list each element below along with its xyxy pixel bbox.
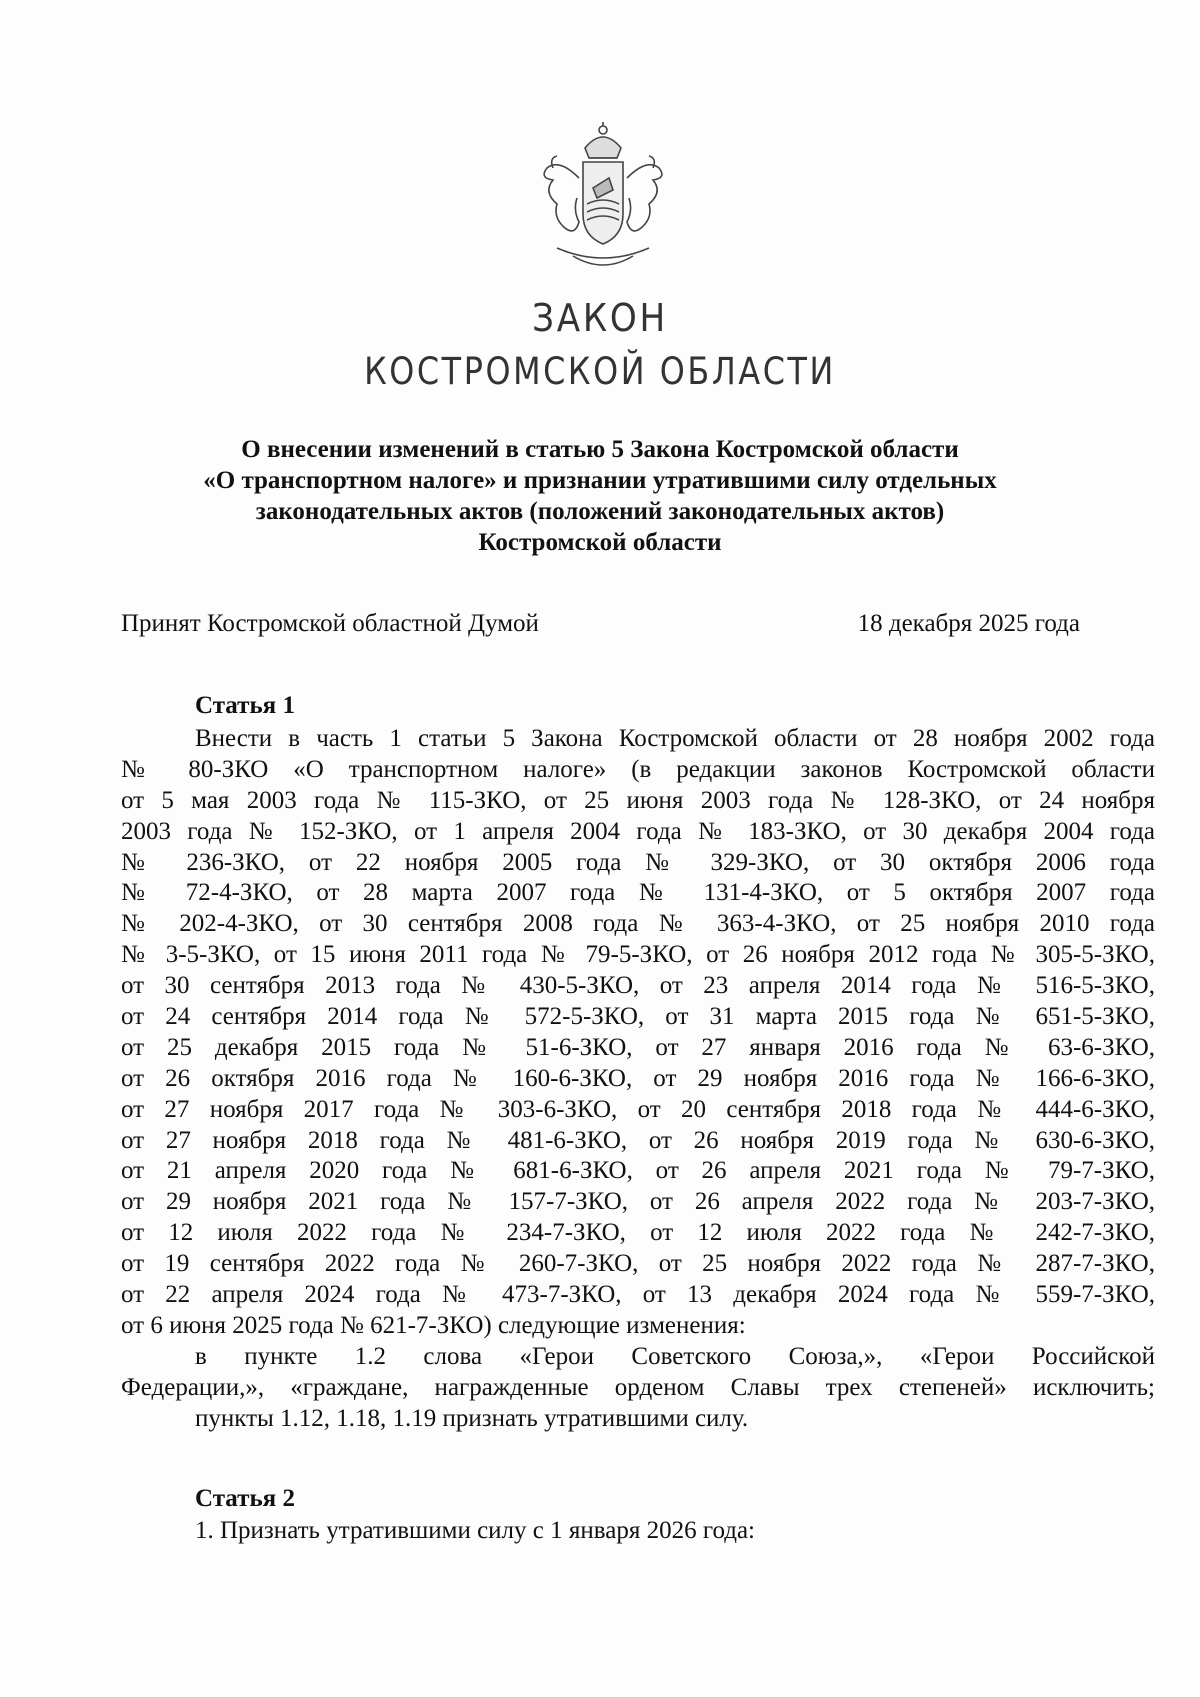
adopted-by-text: Принят Костромской областной Думой <box>121 610 539 637</box>
body-line: Федерации,», «граждане, награжденные орденом Славы трех степеней» исключить; <box>121 1373 1155 1401</box>
body-line: от 27 ноября 2017 года № 303-6-ЗКО, от 20 сентября 2018 года № 444-6-ЗКО, <box>121 1095 1155 1123</box>
body-line: № 3-5-ЗКО, от 15 июня 2011 года № 79-5-ЗКО, от 26 ноября 2012 года № 305-5-ЗКО, <box>121 941 1155 969</box>
body-line: от 24 сентября 2014 года № 572-5-ЗКО, от 31 марта 2015 года № 651-5-ЗКО, <box>121 1003 1155 1031</box>
body-line: от 27 ноября 2018 года № 481-6-ЗКО, от 26 ноября 2019 года № 630-6-ЗКО, <box>121 1126 1155 1154</box>
title-line: Костромской области <box>478 529 722 556</box>
title-line: «О транспортном налоге» и признании утратившими силу отдельных <box>203 467 997 494</box>
law-title <box>150 434 1050 558</box>
article-2-heading: Статья 2 <box>195 1485 295 1512</box>
article-1-body <box>121 724 1155 1434</box>
body-line: от 21 апреля 2020 года № 681-6-ЗКО, от 26 апреля 2021 года № 79-7-ЗКО, <box>121 1157 1155 1185</box>
body-line: 2003 года № 152-ЗКО, от 1 апреля 2004 года № 183-ЗКО, от 30 декабря 2004 года <box>121 817 1155 845</box>
body-line: № 236-ЗКО, от 22 ноября 2005 года № 329-ЗКО, от 30 октября 2006 года <box>121 848 1155 876</box>
coat-of-arms-icon <box>513 118 693 278</box>
body-line: от 12 июля 2022 года № 234-7-ЗКО, от 12 июля 2022 года № 242-7-ЗКО, <box>121 1219 1155 1247</box>
body-line: Внести в часть 1 статьи 5 Закона Костромской области от 28 ноября 2002 года <box>195 725 1155 752</box>
body-line: № 202-4-ЗКО, от 30 сентября 2008 года № 363-4-ЗКО, от 25 ноября 2010 года <box>121 910 1155 938</box>
body-line: от 6 июня 2025 года № 621-7-ЗКО) следующие изменения: <box>121 1311 746 1339</box>
article-1-heading: Статья 1 <box>195 692 295 719</box>
body-line: от 30 сентября 2013 года № 430-5-ЗКО, от 23 апреля 2014 года № 516-5-ЗКО, <box>121 972 1155 1000</box>
body-line: пункты 1.12, 1.18, 1.19 признать утратившими силу. <box>195 1404 749 1432</box>
body-line: № 72-4-ЗКО, от 28 марта 2007 года № 131-4-ЗКО, от 5 октября 2007 года <box>121 879 1155 907</box>
title-line: законодательных актов (положений законодательных актов) <box>255 498 945 525</box>
body-line: в пункте 1.2 слова «Герои Советского Союза,», «Герои Российской <box>195 1342 1155 1370</box>
body-line: от 25 декабря 2015 года № 51-6-ЗКО, от 27 января 2016 года № 63-6-ЗКО, <box>121 1033 1155 1061</box>
article-2-item-1: 1. Признать утратившими силу с 1 января 2026 года: <box>195 1517 755 1544</box>
body-line: от 26 октября 2016 года № 160-6-ЗКО, от 29 ноября 2016 года № 166-6-ЗКО, <box>121 1064 1155 1092</box>
body-line: от 19 сентября 2022 года № 260-7-ЗКО, от 25 ноября 2022 года № 287-7-ЗКО, <box>121 1250 1155 1278</box>
region-heading: КОСТРОМСКОЙ ОБЛАСТИ <box>364 350 836 393</box>
body-line: № 80-ЗКО «О транспортном налоге» (в редакции законов Костромской области <box>121 755 1155 783</box>
body-line: от 22 апреля 2024 года № 473-7-ЗКО, от 13 декабря 2024 года № 559-7-ЗКО, <box>121 1281 1155 1309</box>
document-type-heading: ЗАКОН <box>532 296 668 340</box>
body-line: от 29 ноября 2021 года № 157-7-ЗКО, от 26 апреля 2022 года № 203-7-ЗКО, <box>121 1188 1155 1216</box>
title-line: О внесении изменений в статью 5 Закона Костромской области <box>241 436 959 463</box>
body-line: от 5 мая 2003 года № 115-ЗКО, от 25 июня 2003 года № 128-ЗКО, от 24 ноября <box>121 786 1155 814</box>
adoption-date: 18 декабря 2025 года <box>857 610 1080 637</box>
